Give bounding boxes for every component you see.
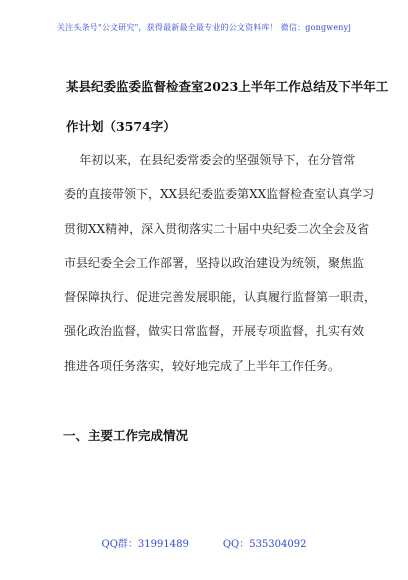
body-paragraph bbox=[64, 143, 377, 383]
section-heading: 一、主要工作完成情况 bbox=[63, 428, 189, 443]
footer-qq-group: QQ群：31991489 bbox=[101, 539, 189, 550]
body-line: 市县纪委全会工作部署，坚持以政治建设为统领，聚焦监 bbox=[64, 255, 365, 270]
body-line: 贯彻XX精神，深入贯彻落实二十届中央纪委二次全会及省 bbox=[64, 221, 370, 236]
body-line: 强化政治监督，做实日常监督，开展专项监督，扎实有效 bbox=[64, 324, 365, 339]
body-line: 督保障执行、促进完善发展职能，认真履行监督第一职责， bbox=[64, 290, 377, 305]
title-line: 某县纪委监委监督检查室2023上半年工作总结及下半年工 bbox=[66, 79, 389, 94]
header-banner: 关注头条号"公文研究"，获得最新最全最专业的公文资料库！ 微信：gongwenyj bbox=[56, 23, 352, 32]
footer-contact bbox=[0, 535, 408, 550]
body-line: 年初以来，在县纪委常委会的坚强领导下，在分管常 bbox=[64, 153, 356, 167]
body-line: 推进各项任务落实，较好地完成了上半年工作任务。 bbox=[64, 358, 341, 373]
body-line: 委的直接带领下，XX县纪委监委第XX监督检查室认真学习 bbox=[64, 187, 375, 202]
title-line: 作计划（3574字） bbox=[66, 119, 176, 134]
document-title bbox=[66, 67, 389, 147]
footer-qq: QQ：535304092 bbox=[222, 539, 307, 550]
